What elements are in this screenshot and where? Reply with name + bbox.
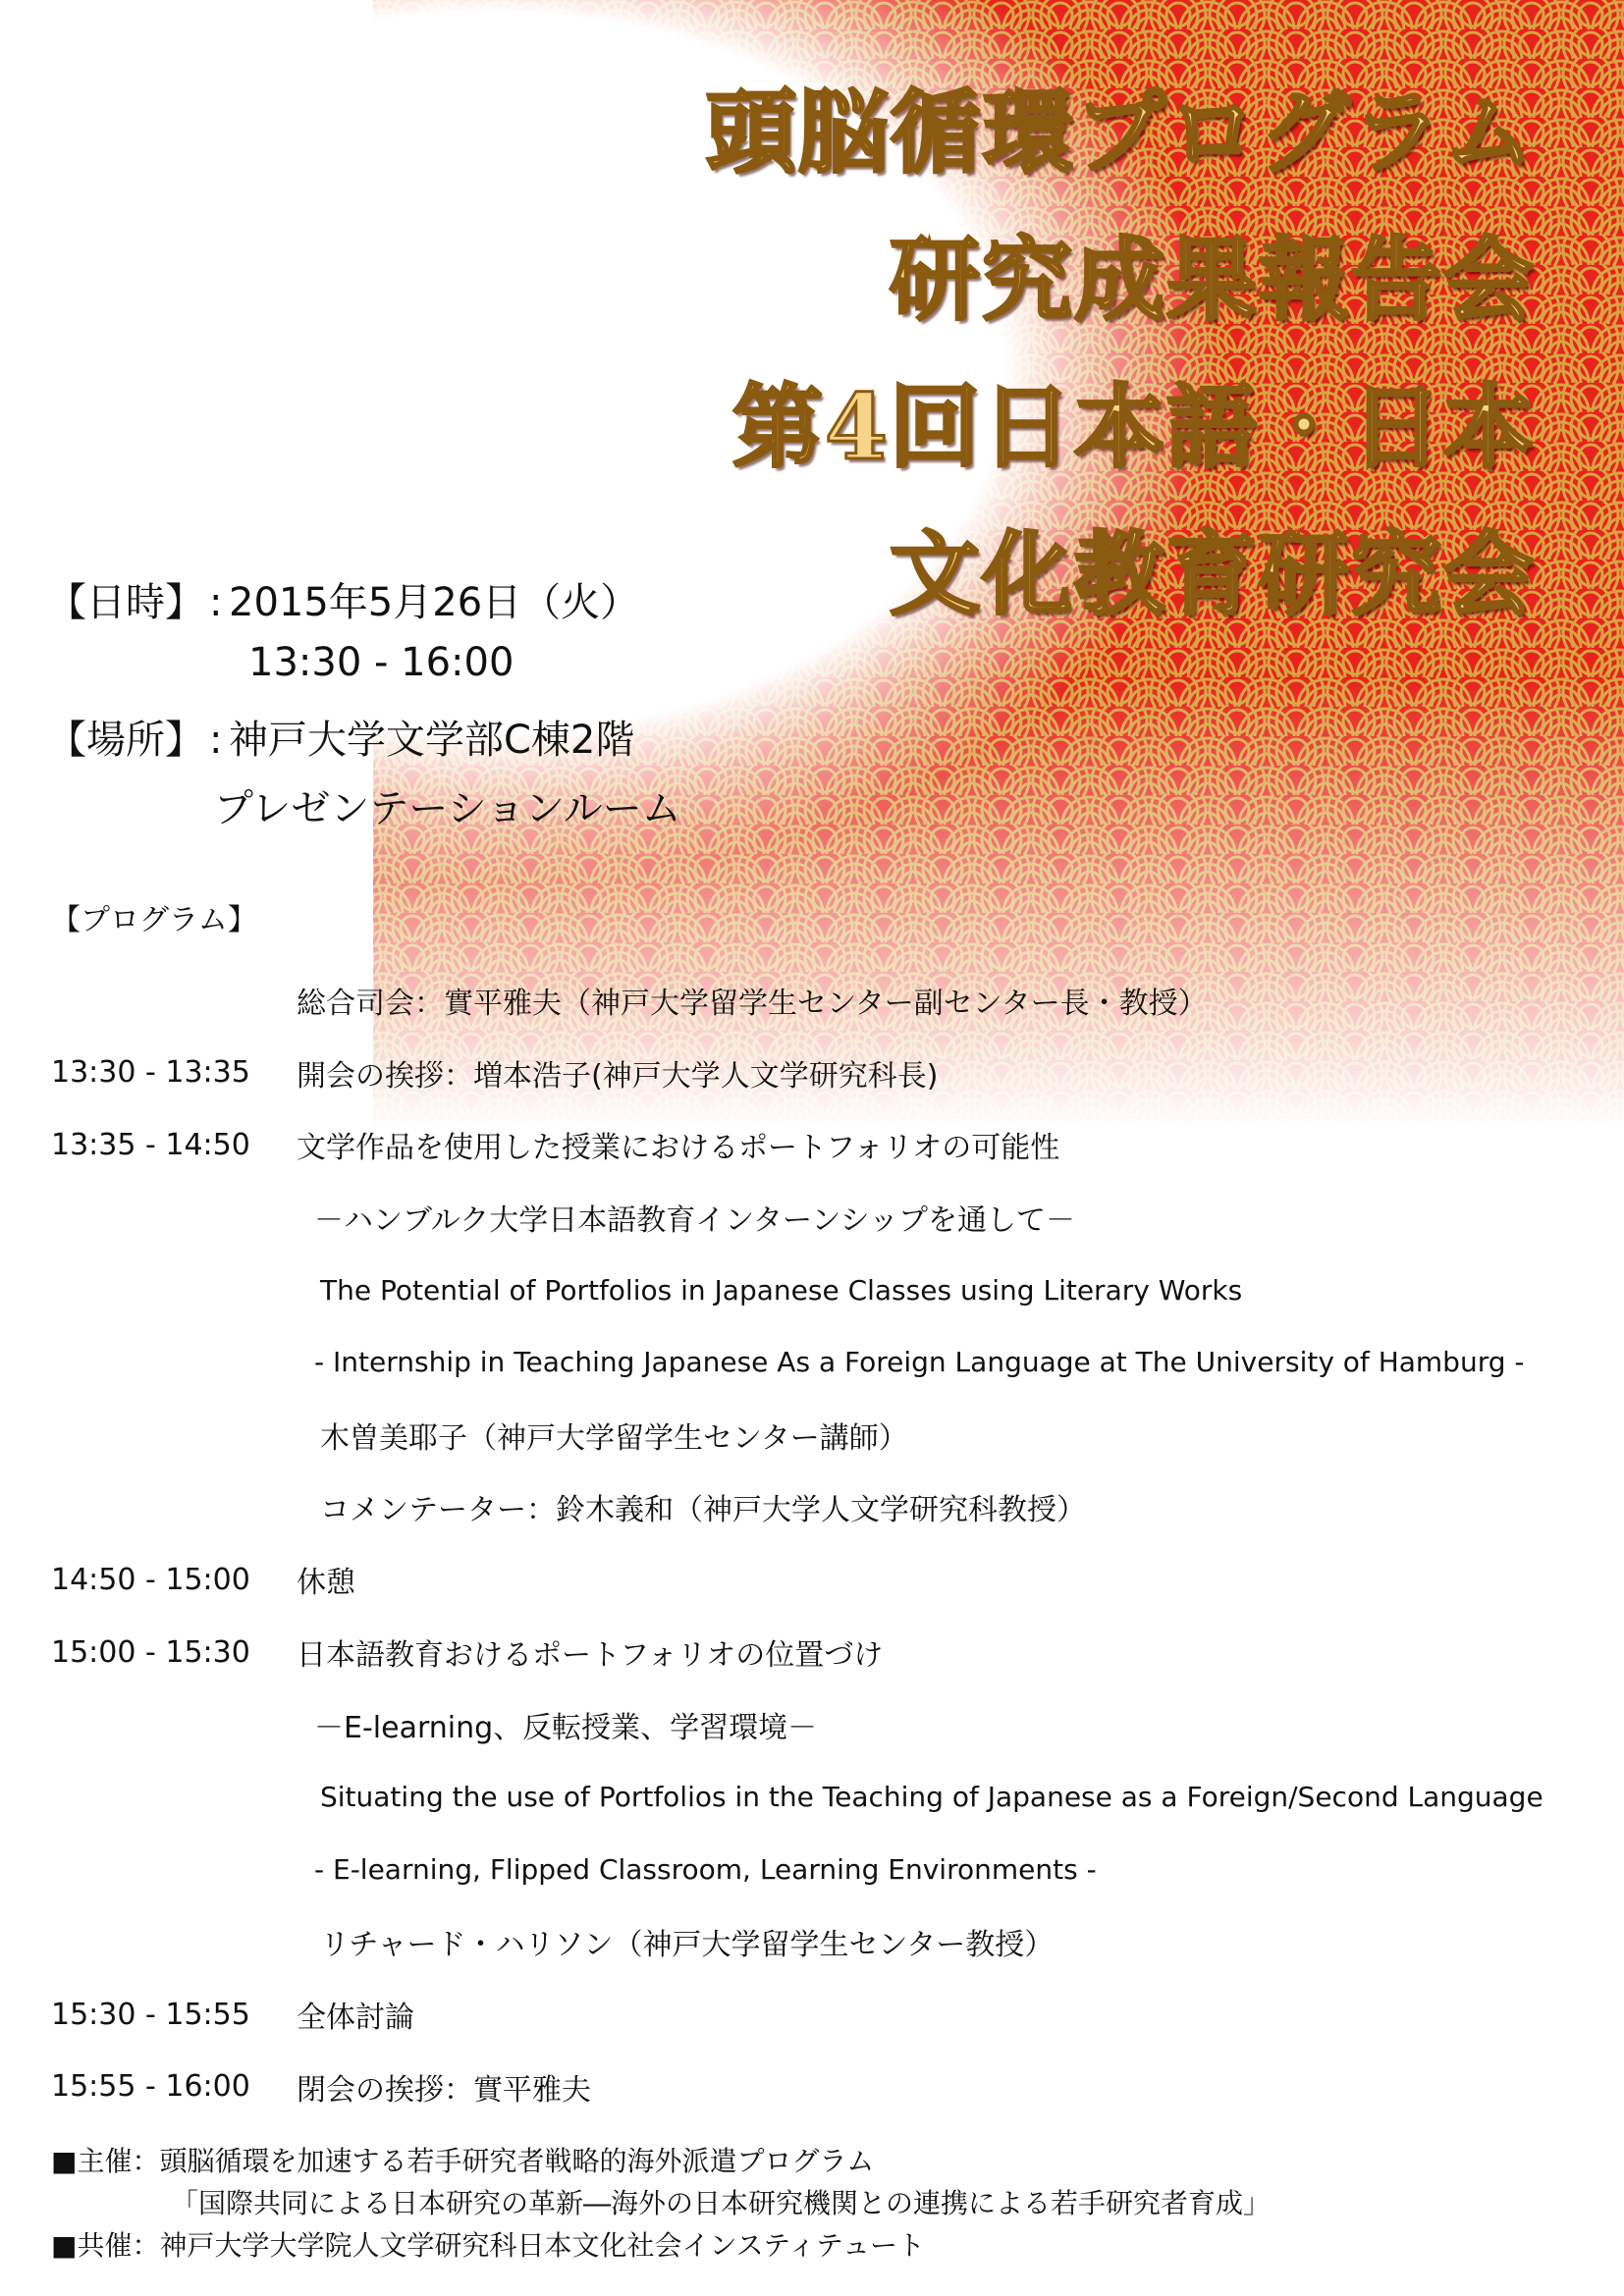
title-line-2: 研究成果報告会 [889,227,1536,333]
program-row [51,1616,1583,1688]
co-organizer-name: 神戸大学大学院人文学研究科日本文化社会インスティテュート [159,2229,925,2262]
program-time: 15:30 - 15:55 [51,1997,250,2032]
event-title [706,59,1536,648]
place-colon: : [209,718,223,763]
program-row [51,1254,1583,1326]
event-date: 2015年5月26日（火） [229,580,640,625]
program-time: 13:35 - 14:50 [51,1127,250,1162]
place-label: 【場所】 [47,718,204,763]
program-row [51,1326,1583,1399]
program-text: －E-learning、反転授業、学習環境－ [314,1710,818,1745]
program-row [51,1037,1583,1109]
program-row [51,1471,1583,1544]
co-organizer-label: ■共催： [51,2229,160,2262]
program-text: 休憩 [297,1566,355,1601]
program-section [51,895,1583,2123]
program-time: 15:00 - 15:30 [51,1634,250,1670]
title-line-4: 文化教育研究会 [889,521,1536,627]
program-row [51,1399,1583,1471]
program-text: 開会の挨拶：増本浩子(神戸大学人文学研究科長) [297,1058,939,1094]
program-text: －ハンブルク大学日本語教育インターンシップを通して－ [314,1203,1076,1239]
program-text: 総合司会：實平雅夫（神戸大学留学生センター副センター長・教授） [297,986,1208,1021]
organizer-subtitle: 「国際共同による日本研究の革新―海外の日本研究機関との連携による若手研究者育成」 [171,2187,1272,2219]
program-text: 文学作品を使用した授業におけるポートフォリオの可能性 [297,1131,1060,1166]
program-text: 木曽美耶子（神戸大学留学生センター講師） [320,1420,908,1456]
datetime-colon: : [209,580,223,625]
program-text: コメンテーター：鈴木義和（神戸大学人文学研究科教授） [320,1493,1086,1528]
program-text: - E-learning, Flipped Classroom, Learning Environments - [314,1852,1097,1886]
datetime-label: 【日時】 [47,580,204,625]
program-row [51,964,1583,1037]
footer-credits [51,2140,1271,2267]
program-text: - Internship in Teaching Japanese As a Foreign Language at The University of Hamburg - [314,1346,1525,1379]
place-row [47,709,681,777]
program-row [51,1109,1583,1182]
program-row [51,2051,1583,2123]
organizer-row [51,2140,1271,2182]
program-time: 13:30 - 13:35 [51,1055,250,1091]
program-text: The Potential of Portfolios in Japanese Classes using Literary Works [320,1273,1243,1307]
title-line-3: 第4回日本語・日本 [731,374,1536,480]
program-text: 全体討論 [297,2001,414,2036]
program-row [51,1543,1583,1616]
datetime-row [47,571,681,640]
program-row [51,1905,1583,1978]
program-row [51,1834,1583,1906]
program-time: 14:50 - 15:00 [51,1562,250,1597]
program-heading: 【プログラム】 [51,903,257,937]
program-row [51,1688,1583,1761]
program-text: リチャード・ハリソン（神戸大学留学生センター教授） [320,1928,1055,1963]
organizer-label: ■主催： [51,2145,160,2177]
event-venue: 神戸大学文学部C棟2階 [229,718,635,763]
organizer-name: 頭脳循環を加速する若手研究者戦略的海外派遣プログラム [159,2145,875,2177]
program-text: Situating the use of Portfolios in the Teaching of Japanese as a Foreign/Second Language [320,1781,1543,1814]
title-line-1: 頭脳循環プログラム [705,80,1536,186]
event-info [47,571,681,846]
program-row [51,1978,1583,2051]
event-time: 13:30 - 16:00 [248,640,514,685]
program-time: 15:55 - 16:00 [51,2069,250,2105]
program-row [51,1181,1583,1254]
event-room: プレゼンテーションルーム [214,786,681,831]
program-text: 閉会の挨拶：實平雅夫 [297,2072,591,2108]
program-text: 日本語教育おけるポートフォリオの位置づけ [297,1638,884,1674]
co-organizer-row [51,2224,1271,2267]
program-row [51,1761,1583,1834]
